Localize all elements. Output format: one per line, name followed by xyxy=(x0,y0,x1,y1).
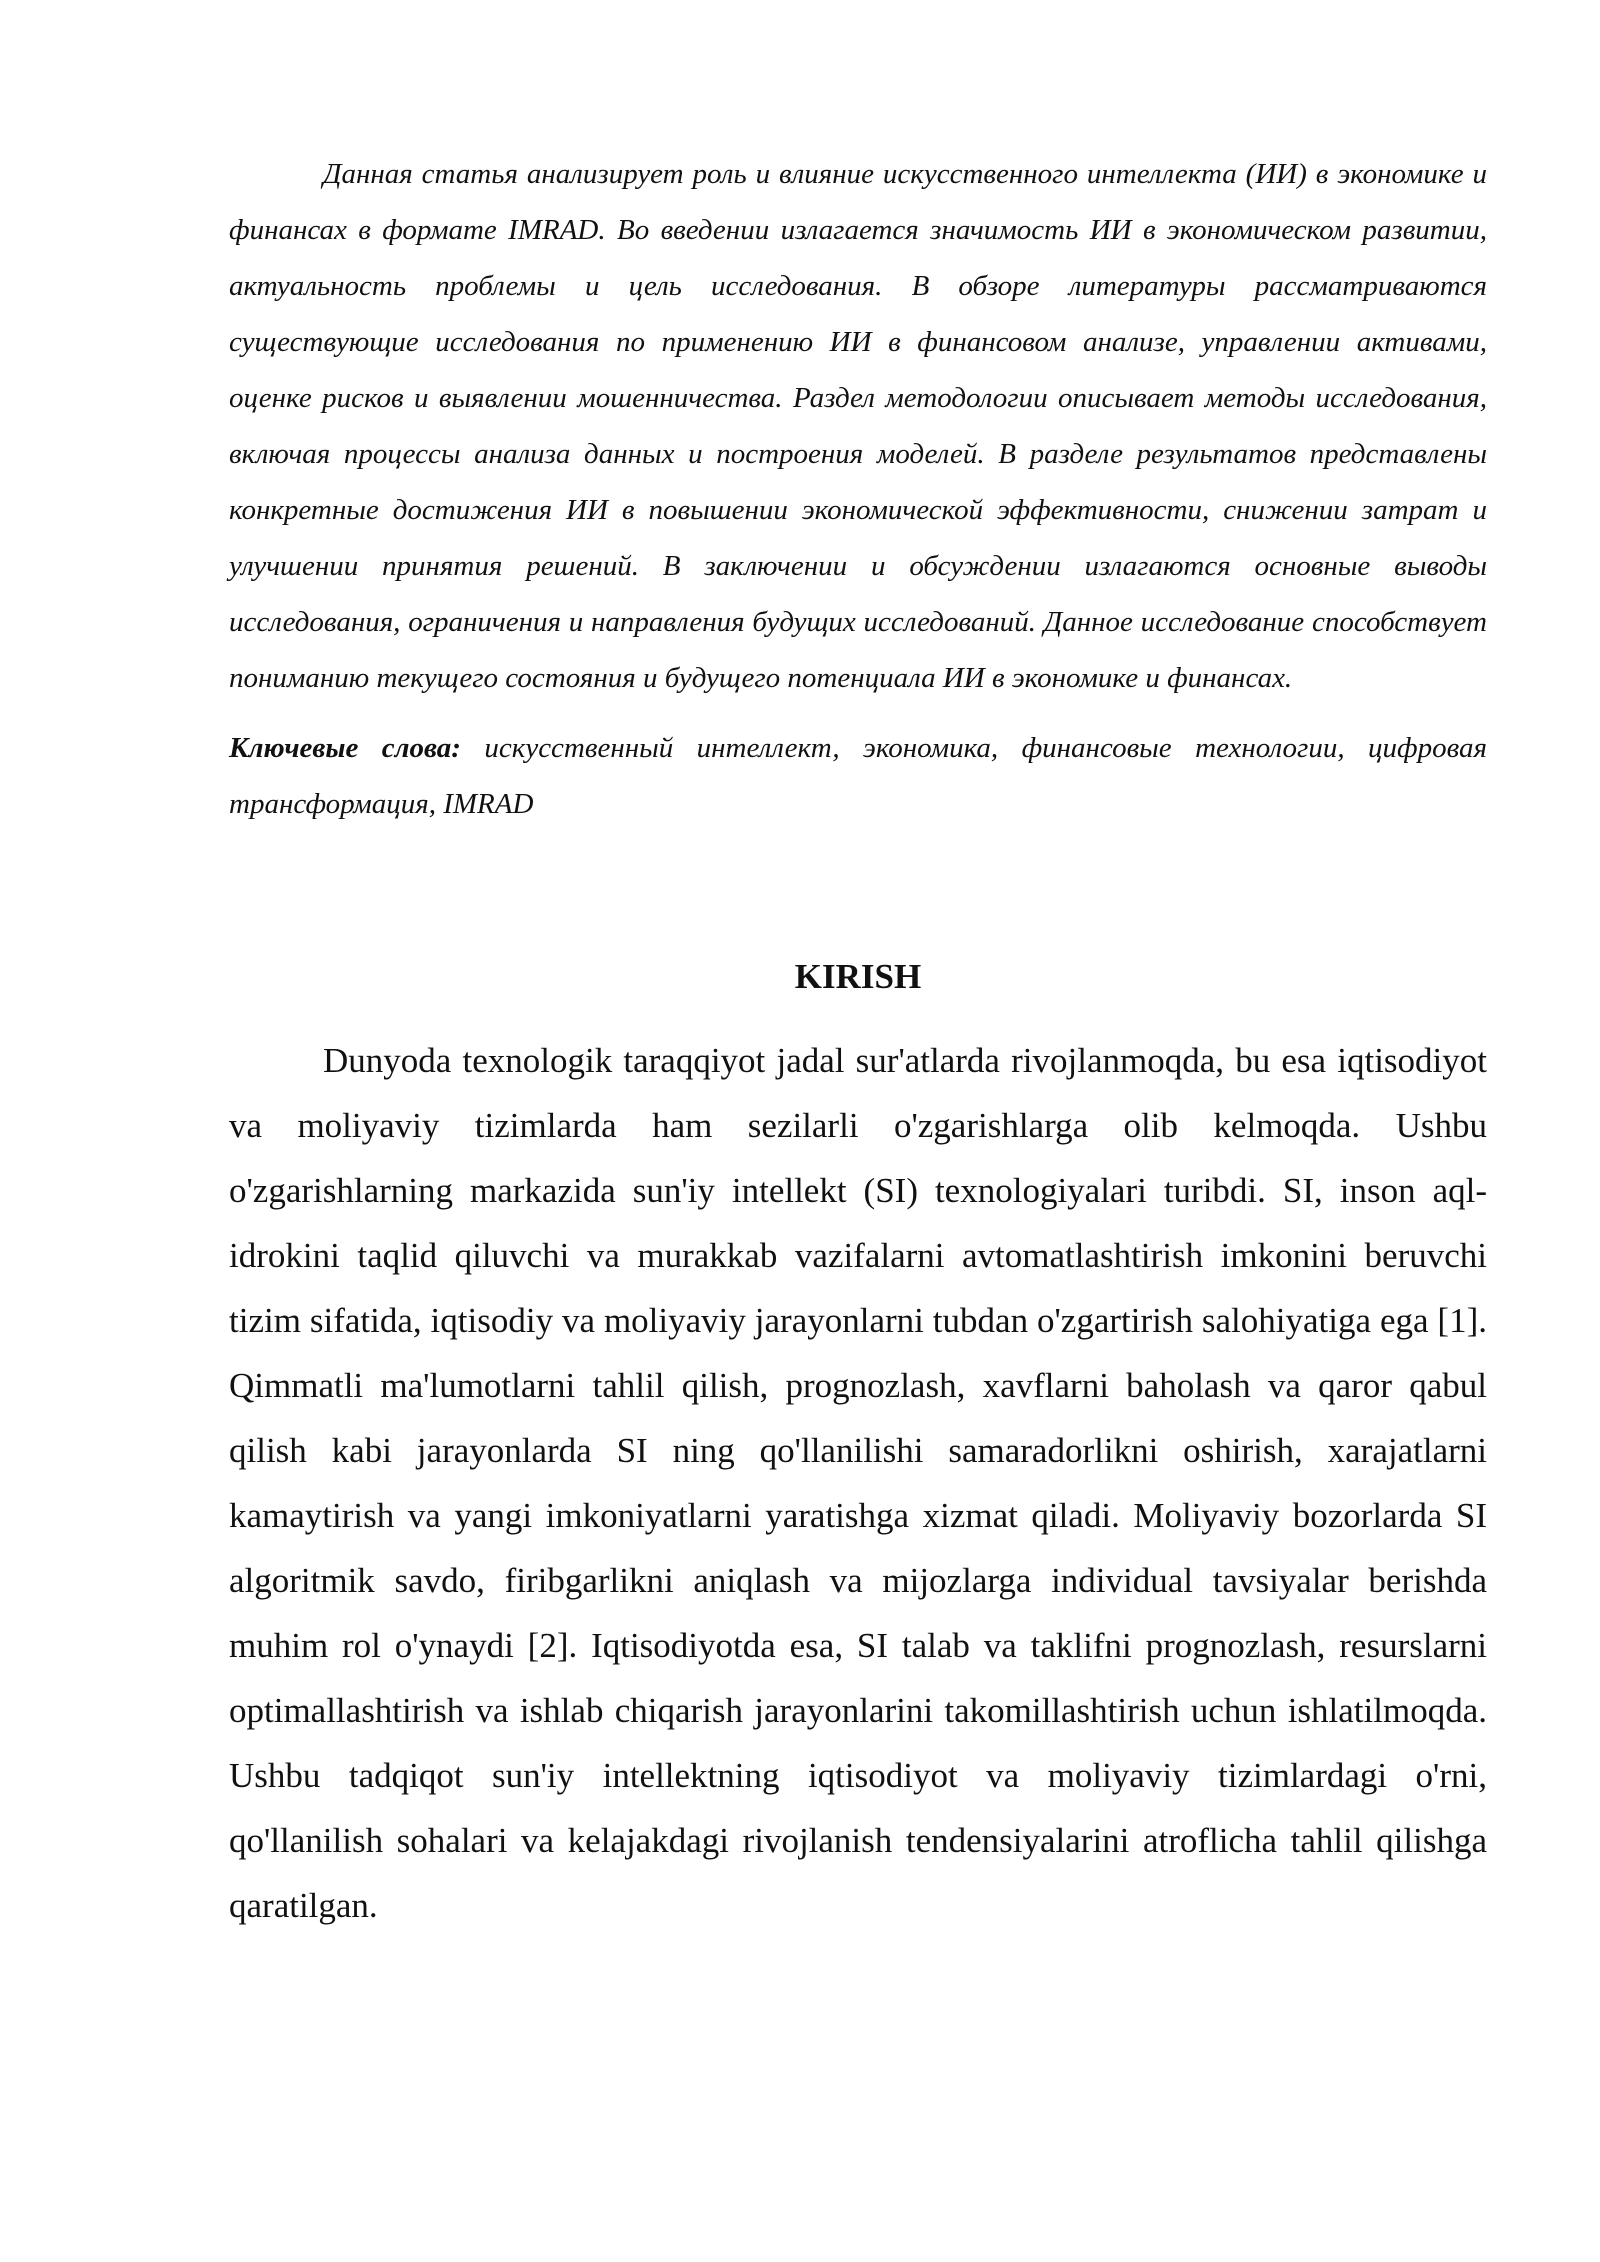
introduction-paragraph: Dunyoda texnologik taraqqiyot jadal sur'atlarda rivojlanmoqda, bu esa iqtisodiyot va moliyaviy tizimlarda ham sezilarli o'zgarishlarga olib kelmoqda. Ushbu o'zgarishlarning markazida sun'iy intellekt (SI) texnologiyalari turibdi. SI, inson aql-idrokini taqlid qiluvchi va murakkab vazifalarni avtomatlashtirish imkonini beruvchi tizim sifatida, iqtisodiy va moliyaviy jarayonlarni tubdan o'zgartirish salohiyatiga ega [1]. Qimmatli ma'lumotlarni tahlil qilish, prognozlash, xavflarni baholash va qaror qabul qilish kabi jarayonlarda SI ning qo'llanilishi samaradorlikni oshirish, xarajatlarni kamaytirish va yangi imkoniyatlarni yaratishga xizmat qiladi. Moliyaviy bozorlarda SI algoritmik savdo, firibgarlikni aniqlash va mijozlarga individual tavsiyalar berishda muhim rol o'ynaydi [2]. Iqtisodiyotda esa, SI talab va taklifni prognozlash, resurslarni optimallashtirish va ishlab chiqarish jarayonlarini takomillashtirish uchun ishlatilmoqda. Ushbu tadqiqot sun'iy intellektning iqtisodiyot va moliyaviy tizimlardagi o'rni, qo'llanilish sohalari va kelajakdagi rivojlanish tendensiyalarini atroflicha tahlil qilishga qaratilgan. xyxy=(229,1041,1487,1925)
keywords-list: искусственный интеллект, экономика, финансовые технологии, цифровая трансформация, IMRAD xyxy=(229,732,1487,820)
page-content xyxy=(229,146,1487,1938)
keywords-label: Ключевые слова: xyxy=(229,732,461,764)
abstract-paragraph: Данная статья анализирует роль и влияние искусственного интеллекта (ИИ) в экономике и финансах в формате IMRAD. Во введении излагается значимость ИИ в экономическом развитии, актуальность проблемы и цель исследования. В обзоре литературы рассматриваются существующие исследования по применению ИИ в финансовом анализе, управлении активами, оценке рисков и выявлении мошенничества. Раздел методологии описывает методы исследования, включая процессы анализа данных и построения моделей. В разделе результатов представлены конкретные достижения ИИ в повышении экономической эффективности, снижении затрат и улучшении принятия решений. В заключении и обсуждении излагаются основные выводы исследования, ограничения и направления будущих исследований. Данное исследование способствует пониманию текущего состояния и будущего потенциала ИИ в экономике и финансах. xyxy=(229,158,1487,694)
keywords-paragraph xyxy=(229,720,1487,832)
section-heading-introduction: KIRISH xyxy=(794,957,922,996)
